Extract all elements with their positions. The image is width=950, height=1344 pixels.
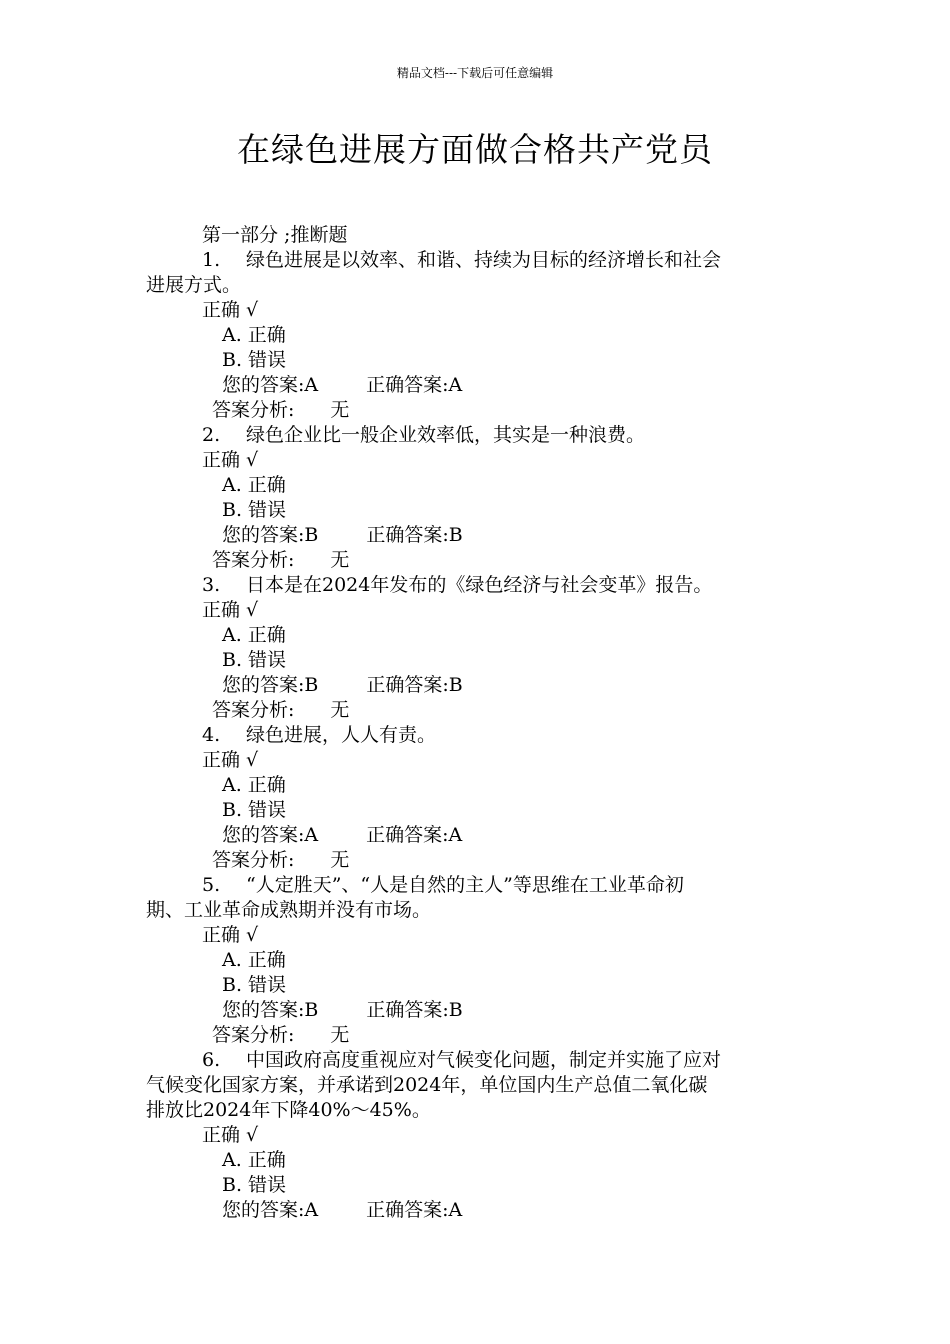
question-text [146,1048,810,1073]
question-number: 6. [202,1049,221,1071]
question-number: 2. [202,424,221,446]
option-a: A. 正确 [222,474,286,496]
question-block [146,873,810,1048]
option-b: B. 错误 [222,499,287,521]
result-mark: 正确 √ [202,924,259,946]
correct-answer: 正确答案:B [366,674,463,696]
answer-row [146,523,810,548]
question-line: 气候变化国家方案，并承诺到2024年，单位国内生产总值二氧化碳 [146,1074,708,1096]
result-mark: 正确 √ [202,599,259,621]
question-line: 绿色进展是以效率、和谐、持续为目标的经济增长和社会 [246,249,722,271]
option-b: B. 错误 [222,649,287,671]
option-a: A. 正确 [222,774,286,796]
result-mark: 正确 √ [202,299,259,321]
your-answer: 您的答案:A [222,1199,319,1221]
question-line: “人定胜天”、“人是自然的主人”等思维在工业革命初 [246,874,684,896]
option-b: B. 错误 [222,349,287,371]
question-block [146,1048,810,1223]
your-answer: 您的答案:B [222,674,319,696]
answer-row [146,823,810,848]
question-line: 绿色企业比一般企业效率低，其实是一种浪费。 [246,424,646,446]
answer-row [146,998,810,1023]
question-line: 进展方式。 [146,274,242,296]
correct-answer: 正确答案:A [366,1199,463,1221]
question-line: 日本是在2024年发布的《绿色经济与社会变革》报告。 [246,574,713,596]
question-block [146,723,810,873]
answer-row [146,373,810,398]
page-header: 精品文档---下载后可任意编辑 [396,66,554,80]
correct-answer: 正确答案:B [366,524,463,546]
option-a: A. 正确 [222,324,286,346]
analysis-row [146,548,810,573]
analysis-value: 无 [330,849,350,871]
question-block [146,248,810,423]
option-b: B. 错误 [222,974,287,996]
question-block [146,423,810,573]
option-a: A. 正确 [222,949,286,971]
question-line: 绿色进展，人人有责。 [246,724,437,746]
analysis-value: 无 [330,549,350,571]
analysis-label: 答案分析: [212,849,295,871]
question-text [146,723,810,748]
analysis-label: 答案分析: [212,399,295,421]
question-text [146,248,810,273]
analysis-row [146,398,810,423]
question-line: 中国政府高度重视应对气候变化问题，制定并实施了应对 [246,1049,722,1071]
question-number: 3. [202,574,221,596]
analysis-row [146,1023,810,1048]
question-text [146,423,810,448]
answer-row [146,1198,810,1223]
section-heading: 第一部分 ;推断题 [202,224,348,246]
question-number: 4. [202,724,221,746]
option-a: A. 正确 [222,624,286,646]
analysis-label: 答案分析: [212,549,295,571]
result-mark: 正确 √ [202,749,259,771]
question-number: 1. [202,249,221,271]
question-line: 排放比2024年下降40%～45%。 [146,1099,431,1121]
question-text [146,873,810,898]
analysis-value: 无 [330,699,350,721]
analysis-row [146,698,810,723]
answer-row [146,673,810,698]
your-answer: 您的答案:A [222,824,319,846]
option-b: B. 错误 [222,799,287,821]
your-answer: 您的答案:B [222,524,319,546]
question-number: 5. [202,874,221,896]
question-block [146,573,810,723]
option-b: B. 错误 [222,1174,287,1196]
question-line: 期、工业革命成熟期并没有市场。 [146,899,432,921]
result-mark: 正确 √ [202,449,259,471]
correct-answer: 正确答案:B [366,999,463,1021]
document-title: 在绿色进展方面做合格共产党员 [237,130,713,169]
correct-answer: 正确答案:A [366,824,463,846]
option-a: A. 正确 [222,1149,286,1171]
question-text [146,573,810,598]
your-answer: 您的答案:B [222,999,319,1021]
your-answer: 您的答案:A [222,374,319,396]
analysis-label: 答案分析: [212,699,295,721]
result-mark: 正确 √ [202,1124,259,1146]
document-body [146,223,810,1223]
analysis-value: 无 [330,1024,350,1046]
correct-answer: 正确答案:A [366,374,463,396]
analysis-row [146,848,810,873]
analysis-label: 答案分析: [212,1024,295,1046]
analysis-value: 无 [330,399,350,421]
